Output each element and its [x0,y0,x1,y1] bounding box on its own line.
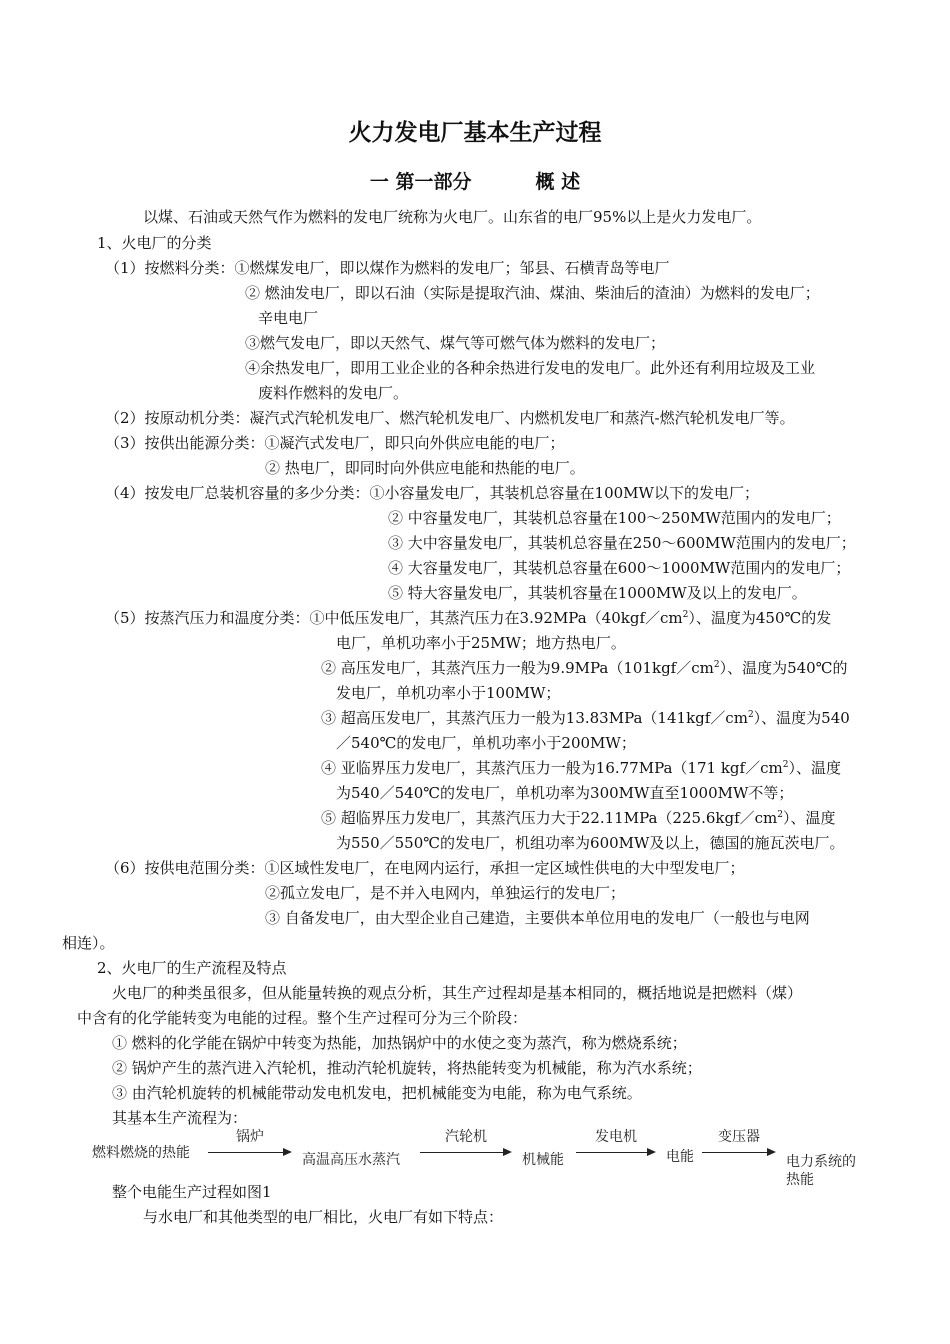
flow-intro: 其基本生产流程为： [112,1109,248,1127]
flow-arrow-transformer [702,1129,776,1160]
steam-line-5: ③ 超高压发电厂，其蒸汽压力一般为$13.83MPa(141kgf/cm^2)$、温度为540 [321,709,850,727]
fuel-line-1: （1）按燃料分类：①燃煤发电厂，即以煤作为燃料的发电厂；邹县、石横青岛等电厂 [105,259,670,277]
section2-title: 2、火电厂的生产流程及特点 [97,959,287,977]
fuel-line-6: 废料作燃料的发电厂。 [258,384,409,402]
flow-node-power-system-cont: 热能 [786,1172,814,1188]
figure-reference: 整个电能生产过程如图1 [112,1183,272,1201]
steam-line-4: 发电厂，单机功率小于100MW； [336,684,561,702]
steam-line-8: 为540／540℃的发电厂，单机功率为300MW直至1000MW不等； [336,784,794,802]
steam-line-9: ⑤ 超临界压力发电厂，其蒸汽压力大于$22.11MPa(225.6kgf/cm^2)$、温度 [321,809,836,827]
capacity-line-5: ⑤ 特大容量发电厂，其装机容量在1000MW及以上的发电厂。 [388,584,807,602]
flow-arrow-label: 变压器 [718,1129,760,1145]
process-paragraph-1: 火电厂的种类虽很多，但从能量转换的观点分析，其生产过程却是基本相同的，概括地说是把燃料（煤） [112,984,803,1002]
arrow-head-icon [647,1148,656,1156]
arrow-line [420,1152,504,1153]
energy-line-1: （3）按供出能源分类：①凝汽式发电厂，即只向外供应电能的电厂； [105,434,565,452]
steam-line-7: ④ 亚临界压力发电厂，其蒸汽压力一般为16.77MPa（171 $kgf/cm^2$）、温度 [321,759,841,777]
process-paragraph-2: 中含有的化学能转变为电能的过程。整个生产过程可分为三个阶段： [77,1009,528,1027]
flow-arrow-generator [576,1129,656,1160]
flow-node-mechanical: 机械能 [522,1152,564,1168]
steam-line-3: ② 高压发电厂，其蒸汽压力一般为$9.9MPa(101kgf/cm^2)$、温度为540℃的 [321,659,848,677]
flow-node-electric: 电能 [666,1149,694,1165]
flow-arrow-label: 锅炉 [236,1129,264,1145]
section1-title: 1、火电厂的分类 [97,234,212,252]
arrow-head-icon [503,1148,512,1156]
steam-line-1: （5）按蒸汽压力和温度分类：①中低压发电厂，其蒸汽压力在$3.92MPa(40kgf/cm^2)$、温度为450℃的发 [105,609,832,627]
document-title: 火力发电厂基本生产过程 [348,119,602,146]
fuel-line-3: 辛电电厂 [258,309,319,327]
production-flow-diagram [0,1130,950,1190]
capacity-line-3: ③ 大中容量发电厂，其装机总容量在250～600MW范围内的发电厂； [388,534,856,552]
flow-node-power-system: 电力系统的 [786,1154,856,1170]
range-line-3: ③ 自备发电厂，由大型企业自己建造，主要供本单位用电的发电厂（一般也与电网 [265,909,810,927]
steam-line-10: 为550／550℃的发电厂，机组功率为600MW及以上，德国的施瓦茨电厂。 [336,834,845,852]
energy-line-2: ② 热电厂，即同时向外供应电能和热能的电厂。 [265,459,585,477]
steam-line-2: 电厂，单机功率小于25MW；地方热电厂。 [336,634,626,652]
fuel-line-5: ④余热发电厂，即用工业企业的各种余热进行发电的发电厂。此外还有利用垃圾及工业 [245,359,816,377]
part-heading: 概 述 [535,171,581,193]
flow-arrow-turbine [420,1129,512,1160]
fuel-line-2: ② 燃油发电厂，即以石油（实际是提取汽油、煤油、柴油后的渣油）为燃料的发电厂； [245,284,820,302]
arrow-line [208,1152,284,1153]
section-heading [0,169,950,195]
stage-2: ② 锅炉产生的蒸汽进入汽轮机，推动汽轮机旋转，将热能转变为机械能，称为汽水系统； [112,1059,702,1077]
range-line-2: ②孤立发电厂，是不并入电网内，单独运行的发电厂； [265,884,626,902]
arrow-line [576,1152,648,1153]
flow-arrow-label: 汽轮机 [445,1129,487,1145]
capacity-line-2: ② 中容量发电厂，其装机总容量在100～250MW范围内的发电厂； [388,509,841,527]
flow-arrow-boiler [208,1129,292,1160]
flow-node-steam: 高温高压水蒸汽 [302,1152,400,1168]
capacity-line-4: ④ 大容量发电厂，其装机总容量在600～1000MW范围内的发电厂； [388,559,851,577]
range-line-1: （6）按供电范围分类：①区域性发电厂，在电网内运行，承担一定区域性供电的大中型发电厂； [105,859,745,877]
flow-node-heat: 燃料燃烧的热能 [92,1145,190,1161]
arrow-head-icon [767,1148,776,1156]
stage-3: ③ 由汽轮机旋转的机械能带动发电机发电，把机械能变为电能，称为电气系统。 [112,1084,642,1102]
arrow-head-icon [283,1148,292,1156]
part-label: 一 第一部分 [369,171,472,193]
steam-line-6: ／540℃的发电厂，单机功率小于200MW； [336,734,636,752]
intro-paragraph: 以煤、石油或天然气作为燃料的发电厂统称为火电厂。山东省的电厂95%以上是火力发电厂。 [143,208,762,226]
flow-arrow-label: 发电机 [595,1129,637,1145]
range-line-4: 相连）。 [62,934,115,952]
fuel-line-4: ③燃气发电厂，即以天然气、煤气等可燃气体为燃料的发电厂； [245,334,666,352]
capacity-line-1: （4）按发电厂总装机容量的多少分类：①小容量发电厂，其装机总容量在100MW以下的发电厂； [105,484,759,502]
arrow-line [702,1152,768,1153]
stage-1: ① 燃料的化学能在锅炉中转变为热能，加热锅炉中的水使之变为蒸汽，称为燃烧系统； [112,1034,687,1052]
prime-mover-line: （2）按原动机分类：凝汽式汽轮机发电厂、燃汽轮机发电厂、内燃机发电厂和蒸汽-燃汽轮机发电厂等。 [105,409,795,427]
comparison-intro: 与水电厂和其他类型的电厂相比，火电厂有如下特点： [143,1208,504,1226]
